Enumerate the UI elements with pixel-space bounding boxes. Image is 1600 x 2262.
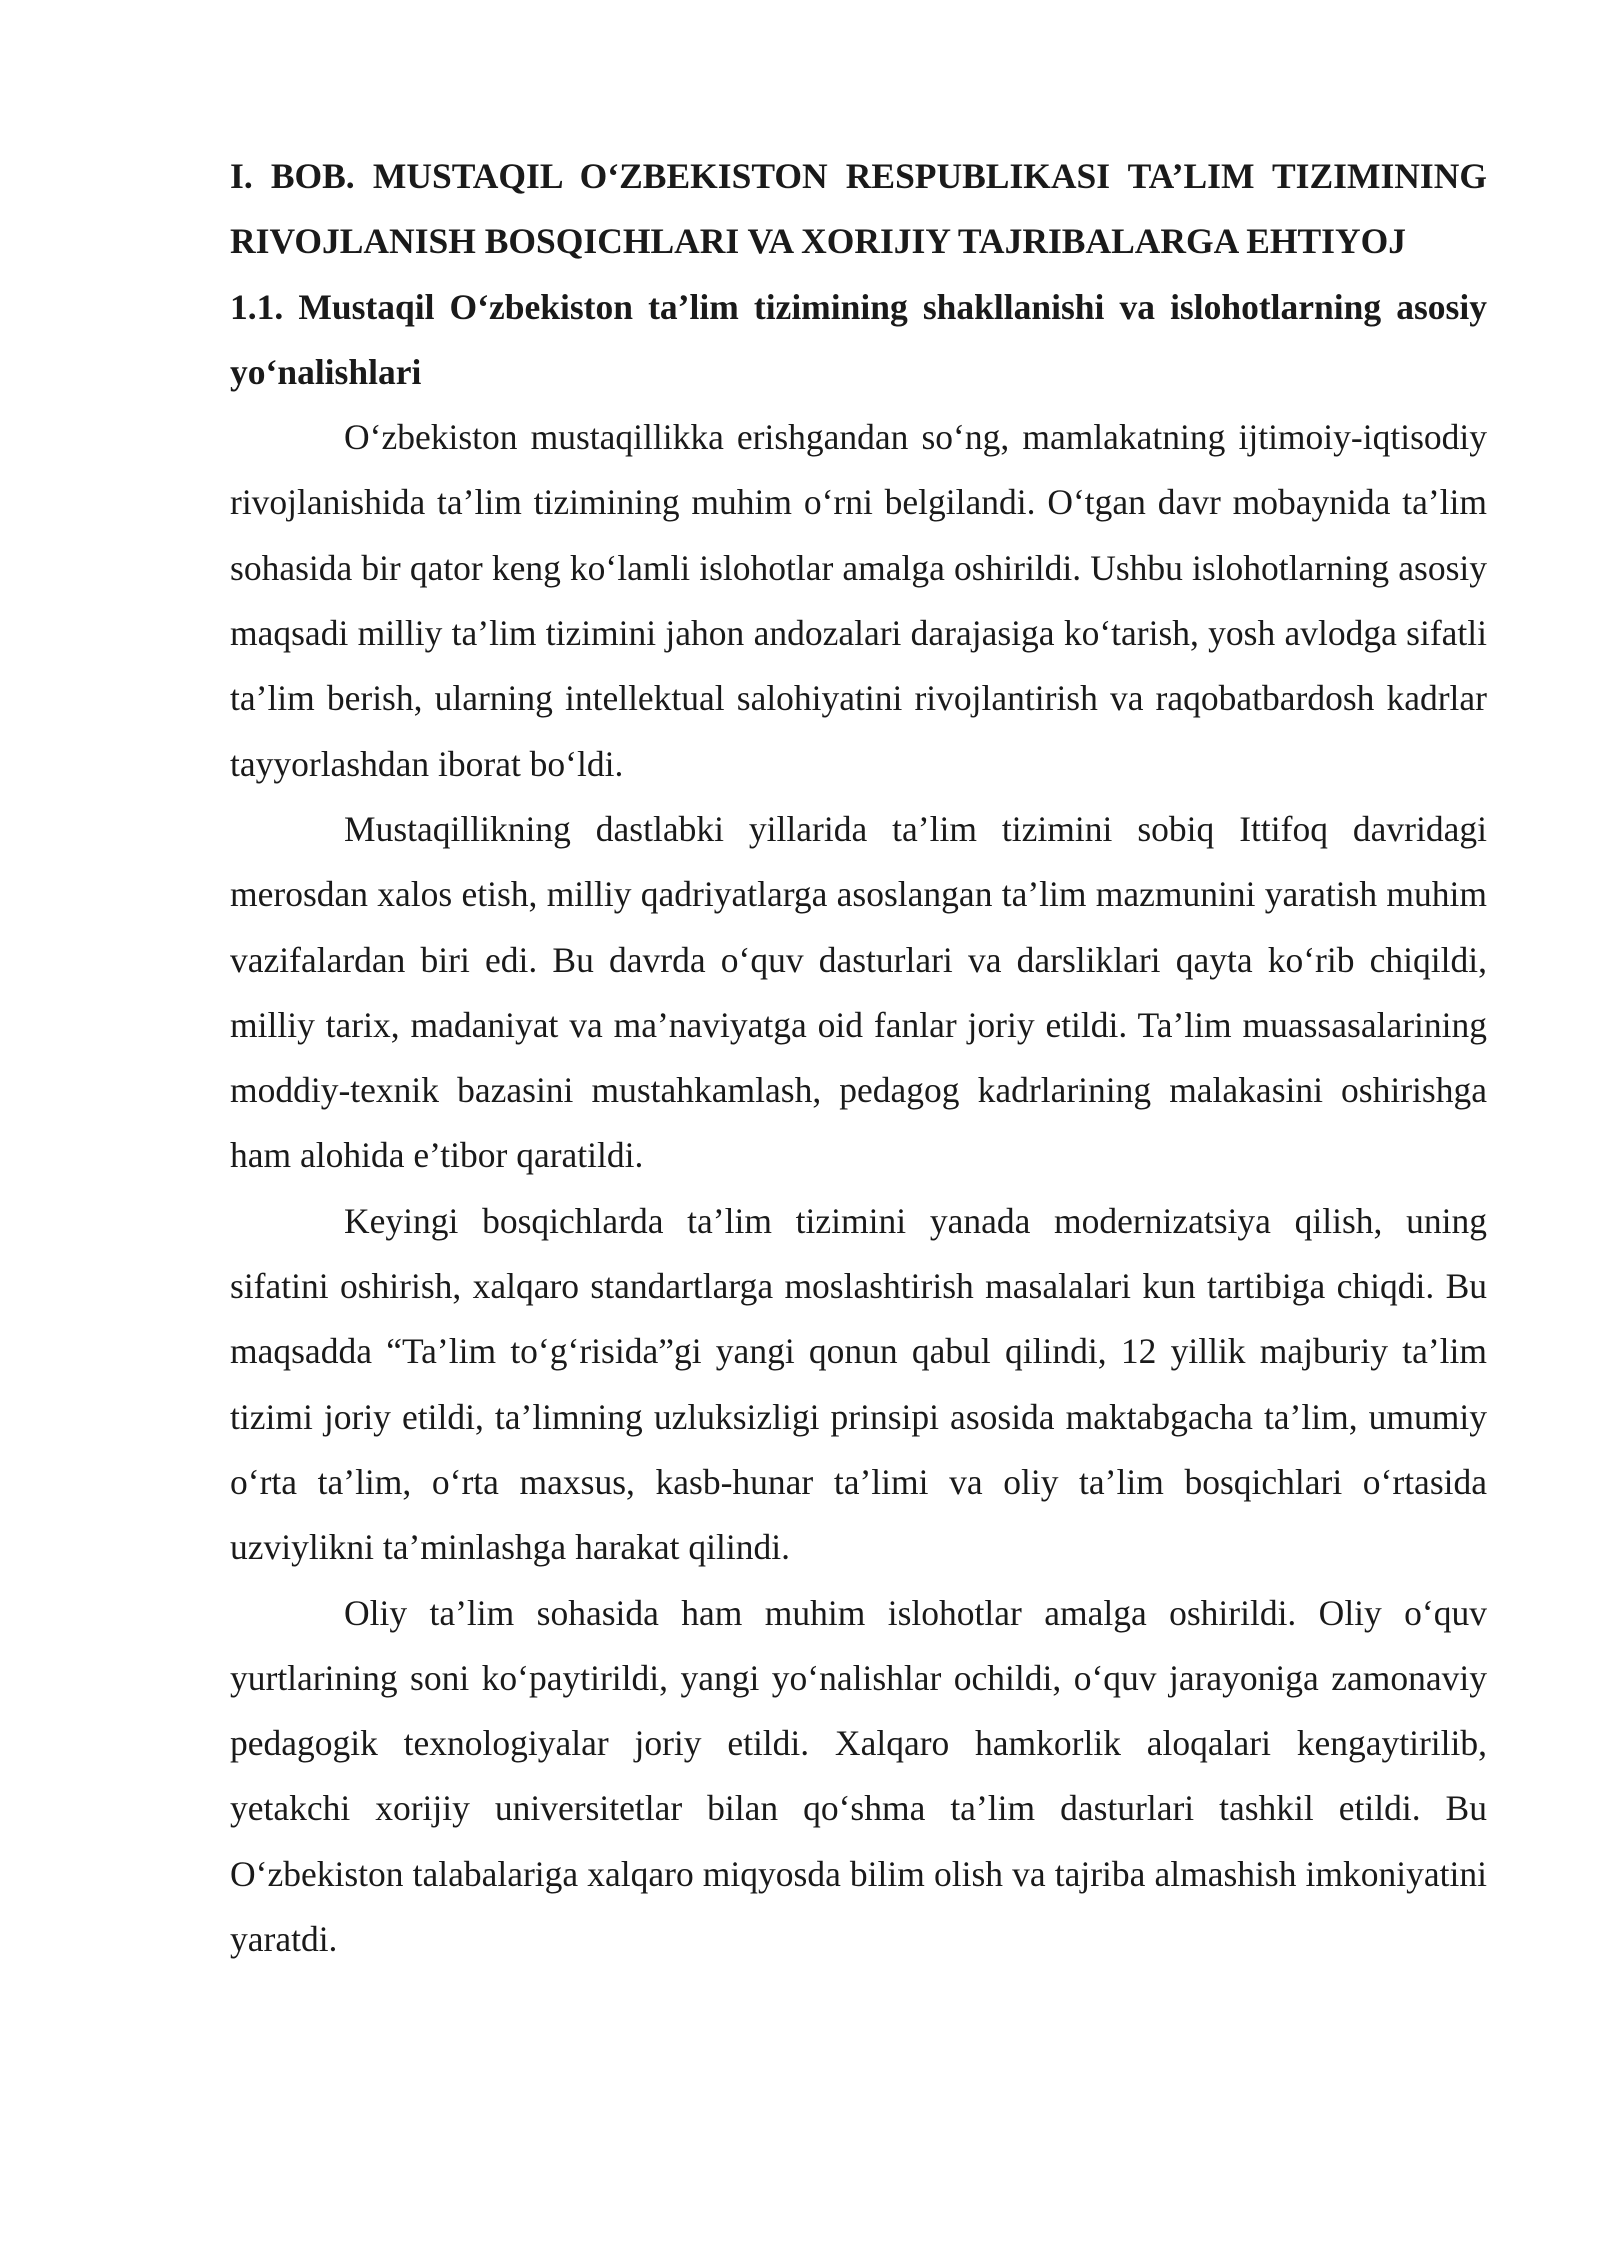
section-title: 1.1. Mustaqil O‘zbekiston ta’lim tizimining shakllanishi va islohotlarning asosiy yo‘nalishlari — [230, 286, 1487, 392]
paragraph-3: Keyingi bosqichlarda ta’lim tizimini yanada modernizatsiya qilish, uning sifatini oshirish, xalqaro standartlarga moslashtirish masalalari kun tartibiga chiqdi. Bu maqsadda “Ta’lim to‘g‘risida”gi yangi qonun qabul qilindi, 12 yillik majburiy ta’lim tizimi joriy etildi, ta’limning uzluksizligi prinsipi asosida maktabgacha ta’lim, umumiy o‘rta ta’lim, o‘rta maxsus, kasb-hunar ta’limi va oliy ta’lim bosqichlari o‘rtasida uzviylikni ta’minlashga harakat qilindi. — [230, 1200, 1487, 1568]
chapter-title: I. BOB. MUSTAQIL O‘ZBEKISTON RESPUBLIKASI TA’LIM TIZIMINING RIVOJLANISH BOSQICHLARI VA XORIJIY TAJRIBALARGA EHTIYOJ — [230, 156, 1487, 262]
paragraph-2: Mustaqillikning dastlabki yillarida ta’lim tizimini sobiq Ittifoq davridagi merosdan xalos etish, milliy qadriyatlarga asoslangan ta’lim mazmunini yaratish muhim vazifalardan biri edi. Bu davrda o‘quv dasturlari va darsliklari qayta ko‘rib chiqildi, milliy tarix, madaniyat va ma’naviyatga oid fanlar joriy etildi. Ta’lim muassasalarining moddiy-texnik bazasini mustahkamlash, pedagog kadrlarining malakasini oshirishga ham alohida e’tibor qaratildi. — [230, 808, 1487, 1176]
paragraph-4: Oliy ta’lim sohasida ham muhim islohotlar amalga oshirildi. Oliy o‘quv yurtlarining soni ko‘paytirildi, yangi yo‘nalishlar ochildi, o‘quv jarayoniga zamonaviy pedagogik texnologiyalar joriy etildi. Xalqaro hamkorlik aloqalari kengaytirilib, yetakchi xorijiy universitetlar bilan qo‘shma ta’lim dasturlari tashkil etildi. Bu O‘zbekiston talabalariga xalqaro miqyosda bilim olish va tajriba almashish imkoniyatini yaratdi. — [230, 1592, 1487, 1960]
paragraph-1: O‘zbekiston mustaqillikka erishgandan so‘ng, mamlakatning ijtimoiy-iqtisodiy rivojlanishida ta’lim tizimining muhim o‘rni belgilandi. O‘tgan davr mobaynida ta’lim sohasida bir qator keng ko‘lamli islohotlar amalga oshirildi. Ushbu islohotlarning asosiy maqsadi milliy ta’lim tizimini jahon andozalari darajasiga ko‘tarish, yosh avlodga sifatli ta’lim berish, ularning intellektual salohiyatini rivojlantirish va raqobatbardosh kadrlar tayyorlashdan iborat bo‘ldi. — [230, 417, 1487, 784]
document-body — [230, 144, 1487, 1972]
